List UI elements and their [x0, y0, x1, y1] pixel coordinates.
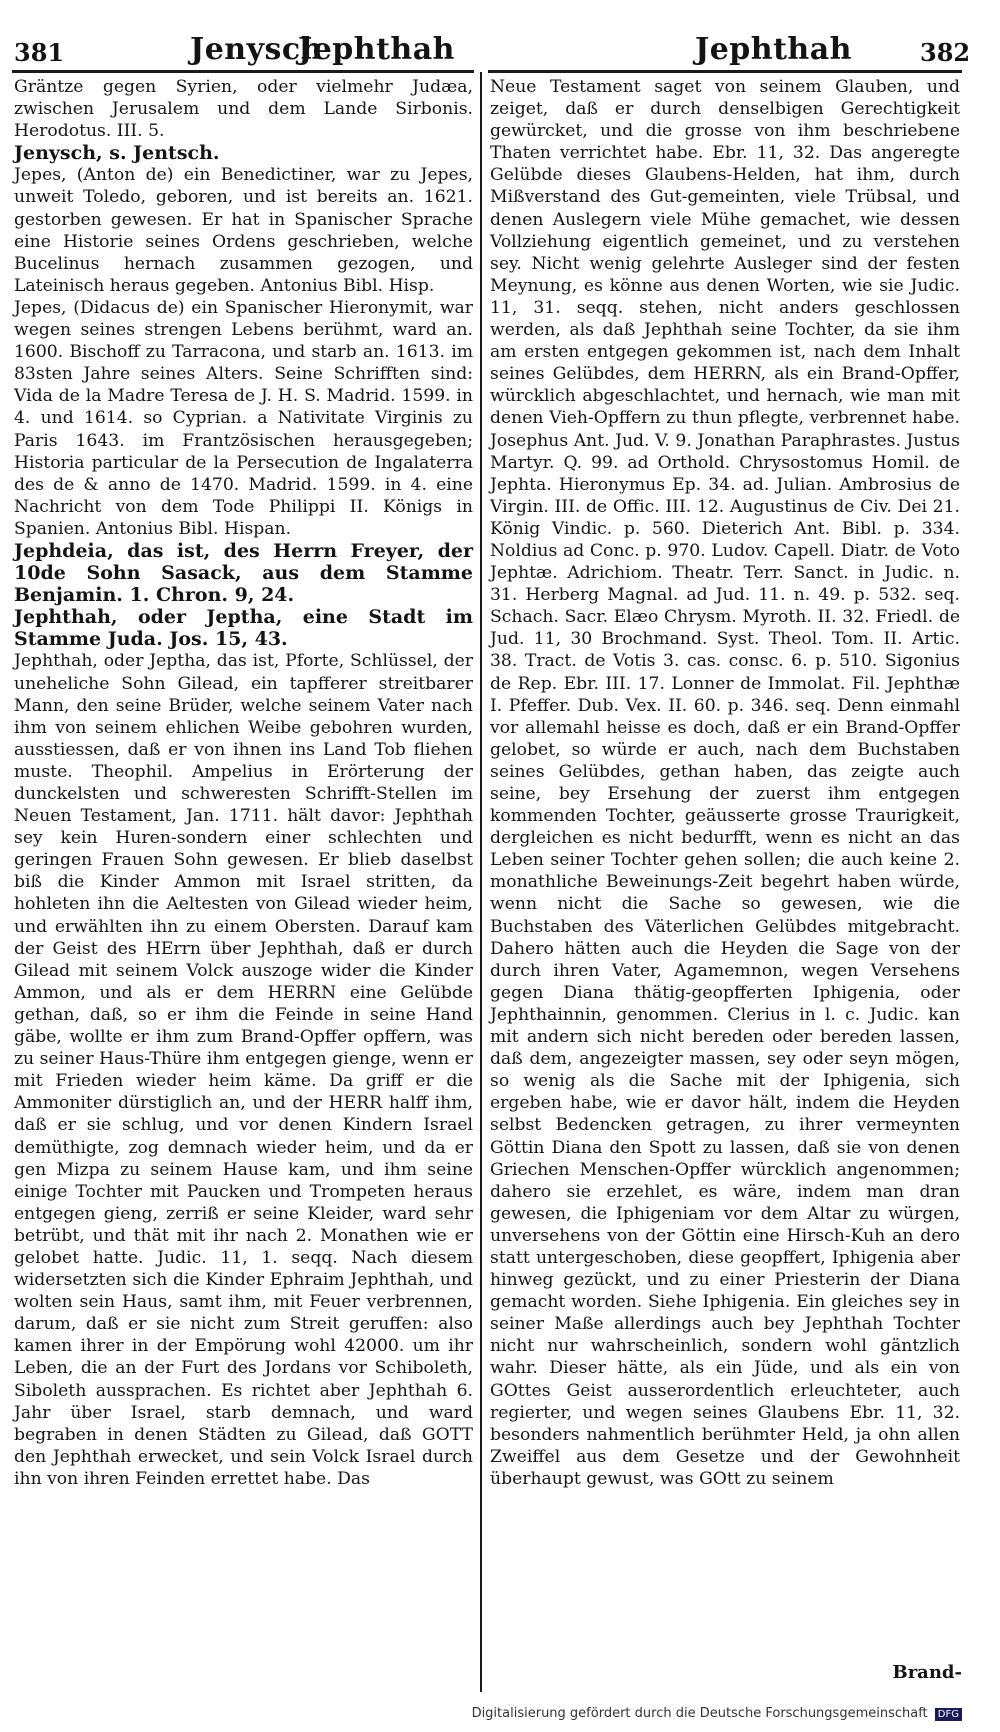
funding-note: Digitalisierung gefördert durch die Deutsche Forschungsgemeinschaft: [471, 1706, 928, 1721]
header-rule-left: [12, 70, 474, 73]
headword-right: Jephthah: [695, 32, 852, 67]
page-header: [0, 20, 1000, 72]
entry-paragraph: Jenysch, s. Jentsch.: [14, 142, 220, 165]
entry-paragraph: Jepes, (Didacus de) ein Spanischer Hieronymit, war wegen seines strengen Lebens berühmt, ward an. 1600. Bischoff zu Tarracona, und starb an. 1613. im 83sten Jahre seines Alters. Seine Schrifften sind: Vida de la Madre Teresa de J. H. S. Madrid. 1599. in 4. und 1614. so Cyprian. a Nativitate Virginis zu Paris 1643. im Frantzösischen herausgegeben; Historia particular de la Persecution de Ingalaterra des de & anno de 1470. Madrid. 1599. in 4. eine Nachricht von dem Tode Philippi II. Königs in Spanien. Antonius Bibl. Hispan.: [14, 297, 473, 539]
entry-paragraph: Gräntze gegen Syrien, oder vielmehr Judæa, zwischen Jerusalem und dem Lande Sirbonis. Herodotus. III. 5.: [14, 77, 473, 142]
left-column: [14, 76, 473, 1490]
entry-paragraph: Jepes, (Anton de) ein Benedictiner, war zu Jepes, unweit Toledo, geboren, und ist bereits an. 1621. gestorben gewesen. Er hat in Spanischer Sprache eine Historie seines Ordens geschrieben, welche Bucelinus hernach zusammen gezogen, und Lateinisch heraus gegeben. Antonius Bibl. Hisp.: [14, 165, 473, 296]
header-rule-right: [488, 70, 962, 73]
column-divider: [480, 72, 482, 1692]
entry-paragraph: Neue Testament saget von seinem Glauben, und zeiget, daß er durch denselbigen Gerechtigkeit gewürcket, und die grosse von ihm beschriebene Thaten verrichtet habe. Ebr. 11, 32. Das angeregte Gelübde dieses Glaubens-Helden, hat ihm, durch Mißverstand des Gut-gemeinten, viele Trübsal, und denen Auslegern viele Mühe gemachet, wie dessen Vollziehung eigentlich gemeinet, und zu verstehen sey. Nicht wenig gelehrte Ausleger sind der festen Meynung, es könne aus denen Worten, wie sie Judic. 11, 31. seqq. stehen, nicht anders geschlossen werden, als daß Jephthah seine Tochter, da sie ihm am ersten entgegen gekommen ist, nach dem Inhalt seines Gelübdes, dem HERRN, als ein Brand-Opffer, würcklich abgeschlachtet, und hernach, wie man mit denen Vieh-Opffern zu thun pflegte, verbrennet habe. Josephus Ant. Jud. V. 9. Jonathan Paraphrastes. Justus Martyr. Q. 99. ad Orthold. Chrysostomus Homil. de Jephta. Hieronymus Ep. 34. ad. Julian. Ambrosius de Virgin. III. de Offic. III. 12. Augustinus de Civ. Dei 21. König Vindic. p. 560. Dieterich Ant. Bibl. p. 334. Noldius ad Conc. p. 970. Ludov. Capell. Diatr. de Voto Jephtæ. Adrichiom. Theatr. Terr. Sanct. in Judic. n. 31. Herberg Magnal. ad Jud. 11. n. 49. p. 532. seq. Schach. Sacr. Elæo Chrysm. Myroth. II. 32. Friedl. de Jud. 11, 30 Brochmand. Syst. Theol. Tom. II. Artic. 38. Tract. de Votis 3. cas. consc. 6. p. 510. Sigonius de Rep. Ebr. III. 17. Lonner de Immolat. Fil. Jephthæ I. Pfeffer. Dub. Vex. II. 60. p. 346. seq. Denn einmahl vor allemahl heisse es doch, daß er ein Brand-Opffer gelobet, so würde er auch, nach dem Buchstaben seines Gelübdes, gethan haben, das zeigte auch seine, bey Ersehung der zuerst ihm entgegen kommenden Tochter, geäusserte grosse Traurigkeit, dergleichen es nicht bedurfft, wenn es nicht an das Leben seiner Tochter gehen sollen; die auch keine 2. monathliche Beweinungs-Zeit begehrt haben würde, wenn nicht die Sache so gewesen, wie die Buchstaben des Väterlichen Gelübdes mitgebracht. Dahero hätten auch die Heyden die Sage von der durch ihren Vater, Agamemnon, wegen Versehens gegen Diana thätig-geopfferten Iphigenia, oder Jephthainnin, genommen. Clerius in l. c. Judic. kan mit andern sich nicht bereden oder bereden lassen, daß dem, angezeigter massen, sey oder seyn mögen, so wenig als die Sache mit der Iphigenia, sich ergeben habe, wie er davor hält, indem die Heyden selbst Bedencken getragen, zu ihrer vermeynten Göttin Diana den Spott zu lassen, daß sie von denen Griechen Menschen-Opffer würcklich angenommen; dahero sie erzehlet, es wäre, indem man dran gewesen, die Iphigeniam vor dem Altar zu würgen, unversehens von der Göttin eine Hirsch-Kuh an dero statt untergeschoben, diese geopffert, Iphigenia aber hinweg gezückt, und zu einer Priesterin der Diana gemacht worden. Siehe Iphigenia. Ein gleiches sey in seiner Maße allerdings auch bey Jephthah Tochter nicht nur wahrscheinlich, sondern wohl gäntzlich wahr. Dieser hätte, als ein Jüde, und als ein von GOttes Geist ausserordentlich erleuchteter, auch regierter, und wegen seines Glaubens Ebr. 11, 32. besonders nahmentlich berühmter Held, ja ohn allen Zweiffel aus dem Gesetze und der Gewohnheit überhaupt gewust, was GOtt zu seinem: [490, 77, 960, 1489]
page-number-right: 382: [920, 38, 971, 67]
entry-paragraph: Jephthah, oder Jeptha, eine Stadt im Stamme Juda. Jos. 15, 43.: [14, 606, 473, 651]
dfg-logo: DFG: [935, 1708, 962, 1721]
headword-left-2: Jephthah: [298, 32, 455, 67]
entry-paragraph: Jephthah, oder Jeptha, das ist, Pforte, Schlüssel, der uneheliche Sohn Gilead, ein tapfferer streitbarer Mann, den seine Brüder, welche seinem Vater nach ihm von seinem ehlichen Weibe gebohren wurden, ausstiessen, daß er von ihnen ins Land Tob fliehen muste. Theophil. Ampelius in Erörterung der dunckelsten und schweresten Schrifft-Stellen im Neuen Testament, Jan. 1711. hält davor: Jephthah sey kein Huren-sondern einer schlechten und geringen Frauen Sohn gewesen. Er blieb daselbst biß die Kinder Ammon mit Israel stritten, da hohleten ihn die Aeltesten von Gilead wieder heim, und erwählten ihn zu einem Obersten. Darauf kam der Geist des HErrn über Jephthah, daß er durch Gilead mit seinem Volck auszoge wider die Kinder Ammon, und als er dem HERRN eine Gelübde gethan, daß, so er ihm die Feinde in seine Hand gäbe, wollte er ihm zum Brand-Opffer opffern, was zu seiner Haus-Thüre ihm entgegen gienge, wenn er mit Frieden wieder heim käme. Da griff er die Ammoniter dürstiglich an, und der HERR halff ihm, daß er sie schlug, und vor denen Kindern Israel demüthigte, zog demnach wieder heim, und da er gen Mizpa zu seinem Hause kam, und ihm seine einige Tochter mit Paucken und Trompeten heraus entgegen gieng, zerriß er seine Kleider, ward sehr betrübt, und thät mit ihr nach 2. Monathen wie er gelobet hatte. Judic. 11, 1. seqq. Nach diesem widersetzten sich die Kinder Ephraim Jephthah, und wolten sein Haus, samt ihm, mit Feuer verbrennen, darum, daß er sie nicht zum Streit geruffen: also kamen ihrer in der Empörung wohl 42000. um ihr Leben, die an der Furt des Jordans vor Schiboleth, Siboleth aussprachen. Es richtet aber Jephthah 6. Jahr über Israel, starb demnach, und ward begraben in denen Städten zu Gilead, daß GOTT den Jephthah erwecket, und sein Volck Israel durch ihn von ihren Feinden errettet habe. Das: [14, 651, 473, 1489]
right-column: [490, 76, 960, 1490]
entry-paragraph: Jephdeia, das ist, des Herrn Freyer, der 10de Sohn Sasack, aus dem Stamme Benjamin. 1. Chron. 9, 24.: [14, 539, 473, 607]
catchword: Brand-: [892, 1662, 962, 1683]
headword-left-1: Jenysch: [190, 32, 323, 67]
page-number-left: 381: [14, 38, 65, 67]
footer: [472, 1706, 962, 1721]
